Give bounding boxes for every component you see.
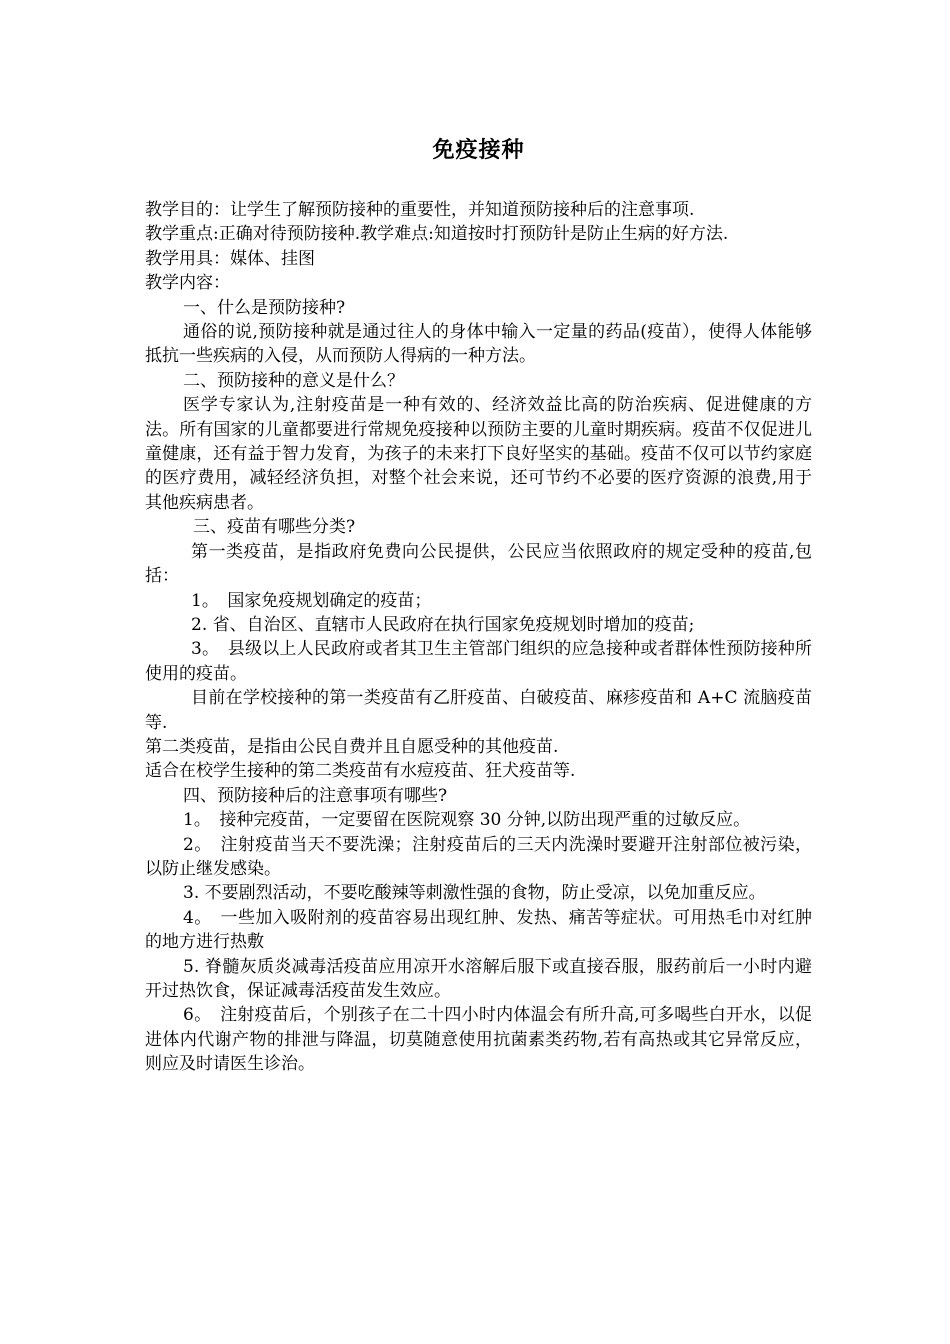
vaccine-class-2-school: 适合在校学生接种的第二类疫苗有水痘疫苗、狂犬疫苗等.: [145, 761, 576, 782]
vaccine-class-1-item-3: 3。 县级以上人民政府或者其卫生主管部门组织的应急接种或者群体性预防接种所使用的疫苗。: [145, 639, 812, 684]
section-heading-4: 四、预防接种后的注意事项有哪些?: [183, 785, 448, 806]
teaching-tools: 教学用具：媒体、挂图: [145, 248, 315, 269]
section-1-body: 通俗的说,预防接种就是通过往人的身体中输入一定量的药品(疫苗），使得人体能够抵抗一些疾病的入侵，从而预防人得病的一种方法。: [145, 322, 812, 367]
vaccine-class-1-item-2: 2. 省、自治区、直辖市人民政府在执行国家免疫规划时增加的疫苗;: [191, 614, 695, 635]
vaccine-class-1-item-1: 1。 国家免疫规划确定的疫苗；: [191, 590, 432, 611]
teaching-content-label: 教学内容：: [145, 273, 230, 294]
teaching-objective: 教学目的：让学生了解预防接种的重要性，并知道预防接种后的注意事项.: [145, 200, 695, 220]
teaching-focus: 教学重点:正确对待预防接种.教学难点:知道按时打预防针是防止生病的好方法.: [145, 224, 729, 245]
precaution-item-4: 4。 一些加入吸附剂的疫苗容易出现红肿、发热、痛苦等症状。可用热毛巾对红肿的地方进行热敷: [145, 907, 812, 953]
precaution-item-1: 1。 接种完疫苗，一定要留在医院观察 30 分钟,以防出现严重的过敏反应。: [183, 810, 751, 831]
document-title: 免疫接种: [432, 137, 525, 163]
precaution-item-2: 2。 注射疫苗当天不要洗澡；注射疫苗后的三天内洗澡时要避开注射部位被污染，以防止继发感染。: [145, 834, 812, 879]
precaution-item-6: 6。 注射疫苗后，个别孩子在二十四小时内体温会有所升高,可多喝些白开水，以促进体内代谢产物的排泄与降温，切莫随意使用抗菌素类药物,若有高热或其它异常反应，则应及时请医生诊治。: [145, 1005, 812, 1075]
vaccine-class-1-definition: 第一类疫苗，是指政府免费向公民提供，公民应当依照政府的规定受种的疫苗,包括：: [145, 541, 812, 587]
section-2-body: 医学专家认为,注射疫苗是一种有效的、经济效益比高的防治疾病、促进健康的方法。所有国家的儿童都要进行常规免疫接种以预防主要的儿童时期疾病。疫苗不仅促进儿童健康，还有益于智力发育，为孩子的未来打下良好坚实的基础。疫苗不仅可以节约家庭的医疗费用，减轻经济负担，对整个社会来说，还可节约不必要的医疗资源的浪费,用于其他疾病患者。: [145, 395, 812, 513]
section-heading-1: 一、什么是预防接种?: [183, 297, 346, 318]
vaccine-class-2-definition: 第二类疫苗，是指由公民自费并且自愿受种的其他疫苗.: [145, 736, 559, 757]
section-heading-2: 二、预防接种的意义是什么？: [183, 370, 404, 391]
section-heading-3: 三、疫苗有哪些分类?: [193, 517, 356, 538]
vaccine-class-1-school: 目前在学校接种的第一类疫苗有乙肝疫苗、白破疫苗、麻疹疫苗和 A+C 流脑疫苗等.: [145, 688, 812, 733]
document-page: [145, 130, 812, 1077]
precaution-item-5: 5. 脊髓灰质炎减毒活疫苗应用凉开水溶解后服下或直接吞服，服药前后一小时内避开过热饮食，保证减毒活疫苗发生效应。: [145, 956, 812, 1001]
precaution-item-3: 3. 不要剧烈活动，不要吃酸辣等刺激性强的食物，防止受凉，以免加重反应。: [183, 883, 766, 904]
